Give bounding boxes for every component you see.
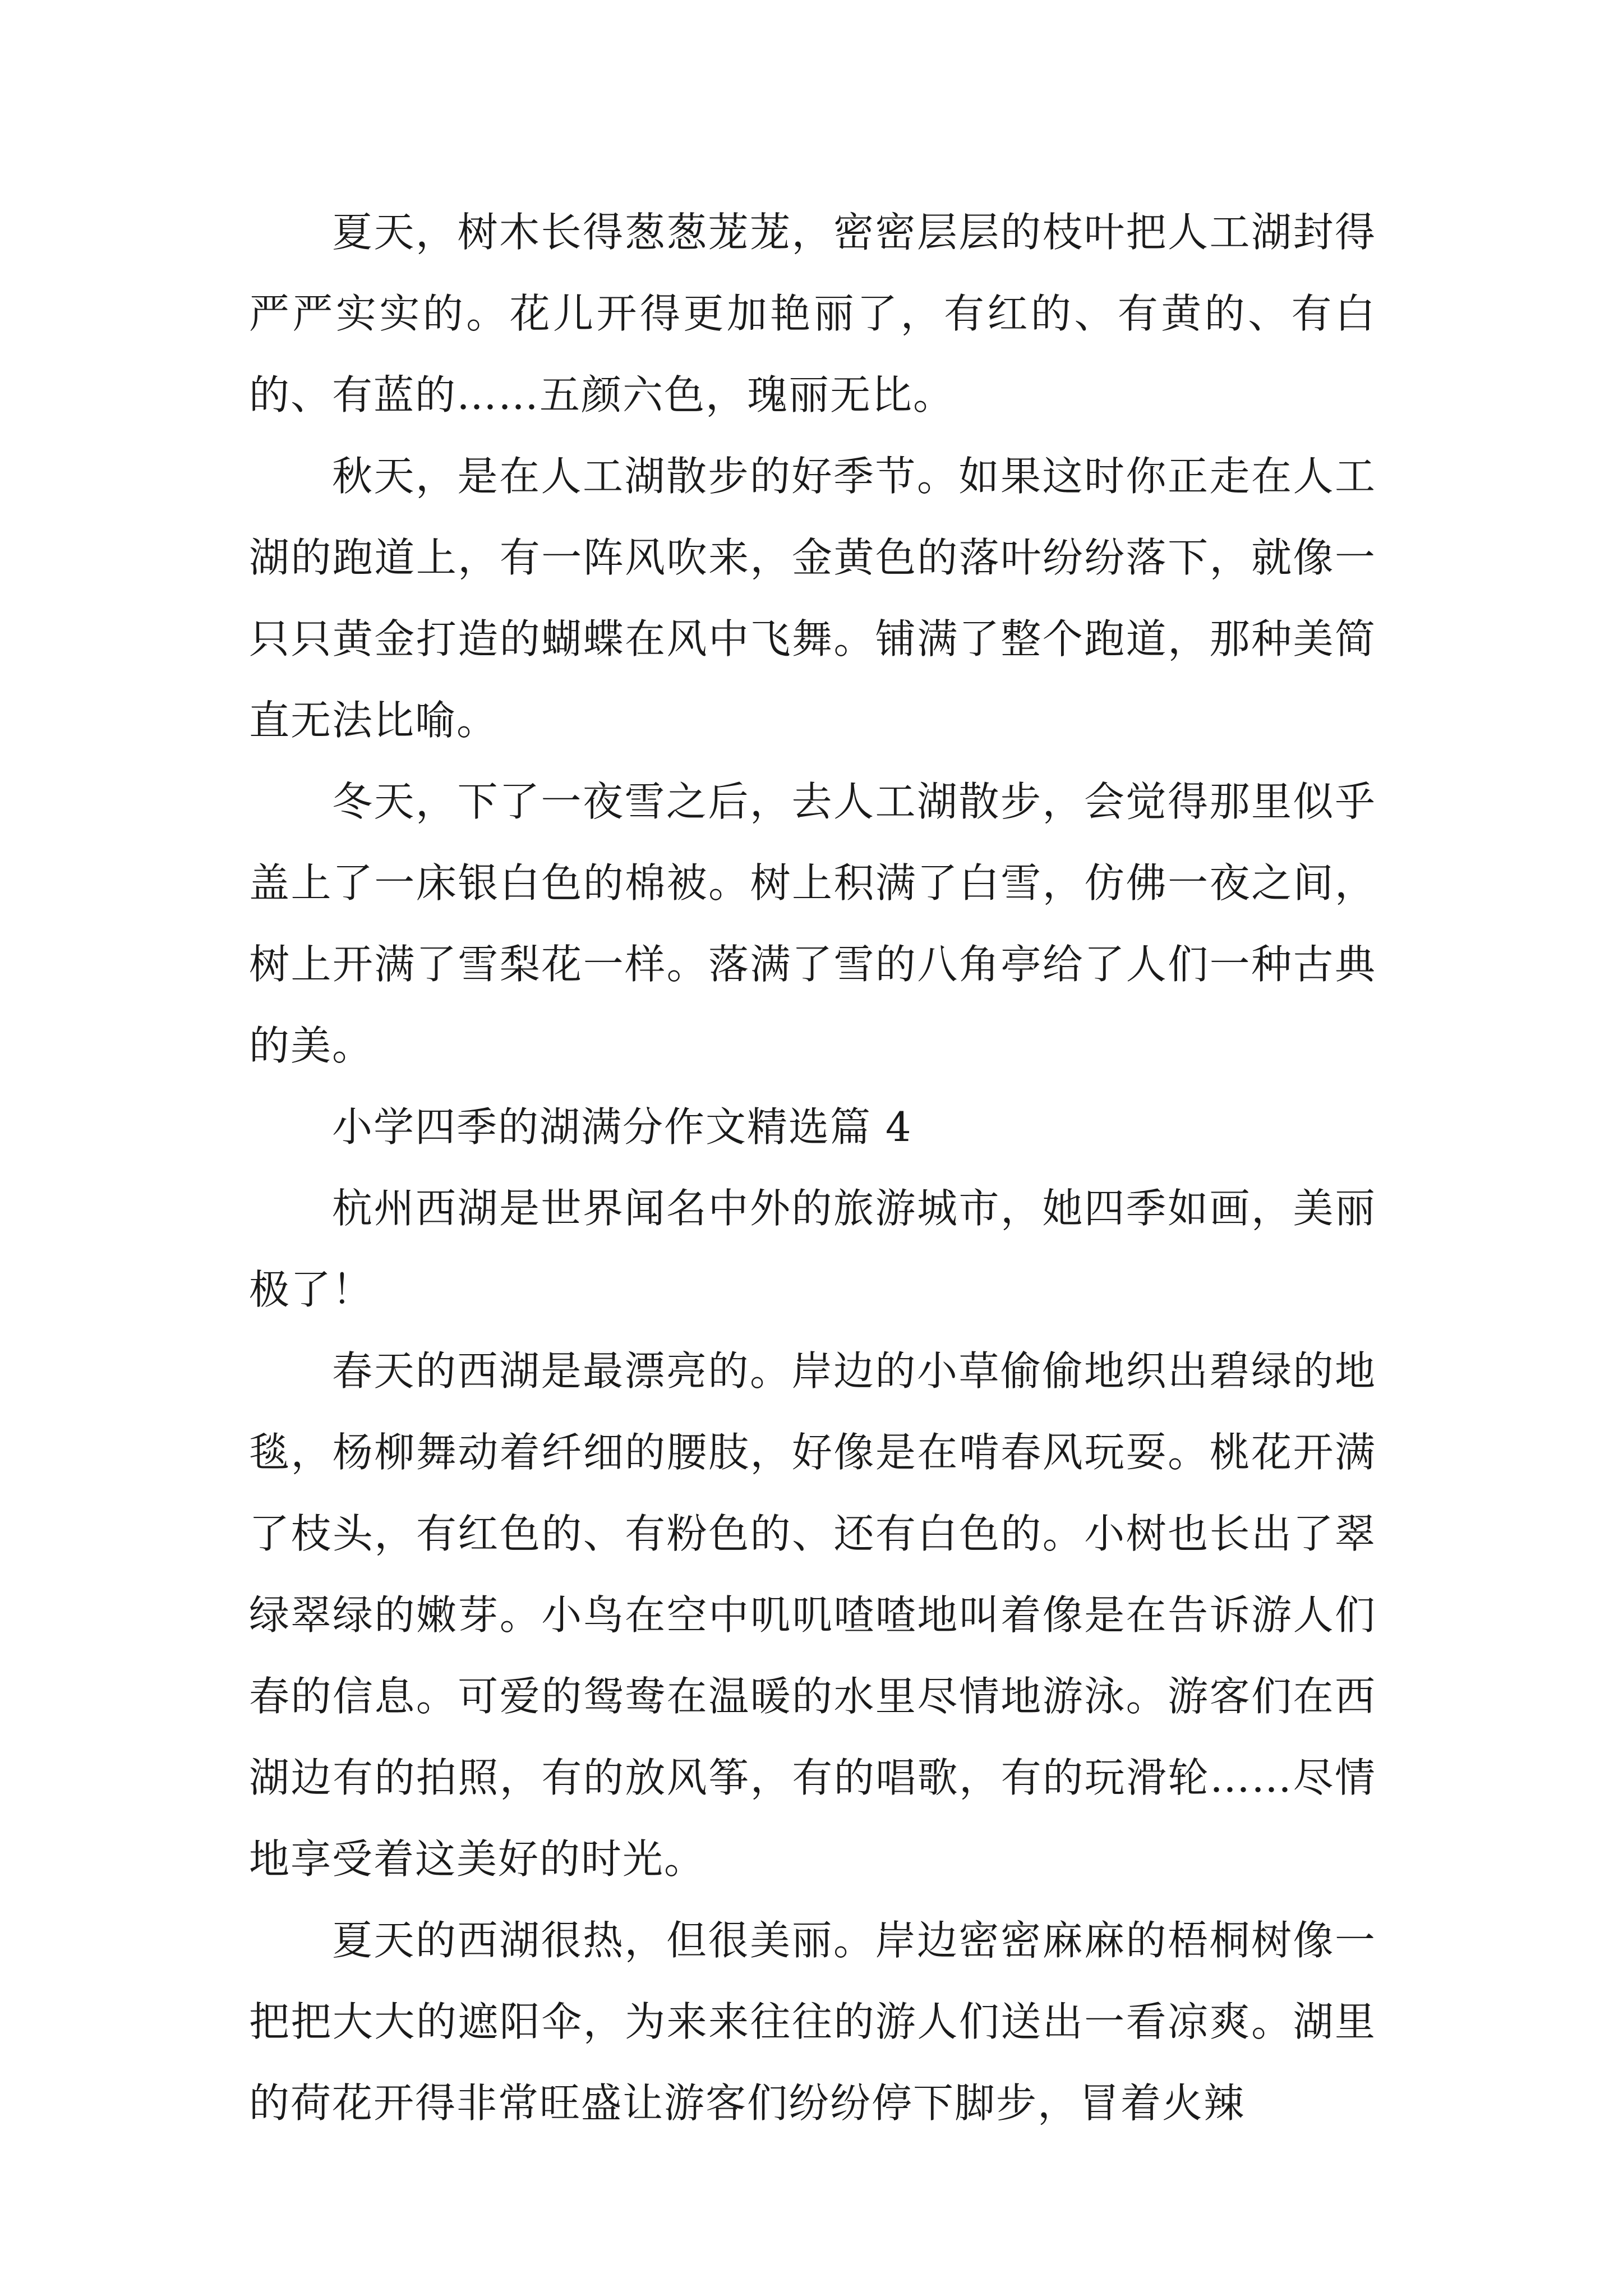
section-heading: 小学四季的湖满分作文精选篇 4: [332, 1103, 912, 1151]
document-body: [249, 192, 1376, 2144]
paragraph-summer-westlake: 夏天的西湖很热，但很美丽。岸边密密麻麻的梧桐树像一把把大大的遮阳伞，为来来往往的游人们送出一看凉爽。湖里的荷花开得非常旺盛让游客们纷纷停下脚步，冒着火辣: [249, 1917, 1376, 2127]
paragraph-spring-westlake: 春天的西湖是最漂亮的。岸边的小草偷偷地织出碧绿的地毯，杨柳舞动着纤细的腰肢，好像是在啃春风玩耍。桃花开满了枝头，有红色的、有粉色的、还有白色的。小树也长出了翠绿翠绿的嫩芽。小鸟在空中叽叽喳喳地叫着像是在告诉游人们春的信息。可爱的鸳鸯在温暖的水里尽情地游泳。游客们在西湖边有的拍照，有的放风筝，有的唱歌，有的玩滑轮……尽情地享受着这美好的时光。: [249, 1347, 1376, 1883]
paragraph-autumn: 秋天，是在人工湖散步的好季节。如果这时你正走在人工湖的跑道上，有一阵风吹来，金黄色的落叶纷纷落下，就像一只只黄金打造的蝴蝶在风中飞舞。铺满了整个跑道，那种美简直无法比喻。: [249, 453, 1376, 744]
paragraph-summer: 夏天，树木长得葱葱茏茏，密密层层的枝叶把人工湖封得严严实实的。花儿开得更加艳丽了，有红的、有黄的、有白的、有蓝的……五颜六色，瑰丽无比。: [249, 209, 1376, 418]
paragraph-winter: 冬天，下了一夜雪之后，去人工湖散步，会觉得那里似乎盖上了一床银白色的棉被。树上积满了白雪，仿佛一夜之间，树上开满了雪梨花一样。落满了雪的八角亭给了人们一种古典的美。: [249, 778, 1376, 1069]
paragraph-intro-westlake: 杭州西湖是世界闻名中外的旅游城市，她四季如画，美丽极了！: [249, 1185, 1376, 1313]
